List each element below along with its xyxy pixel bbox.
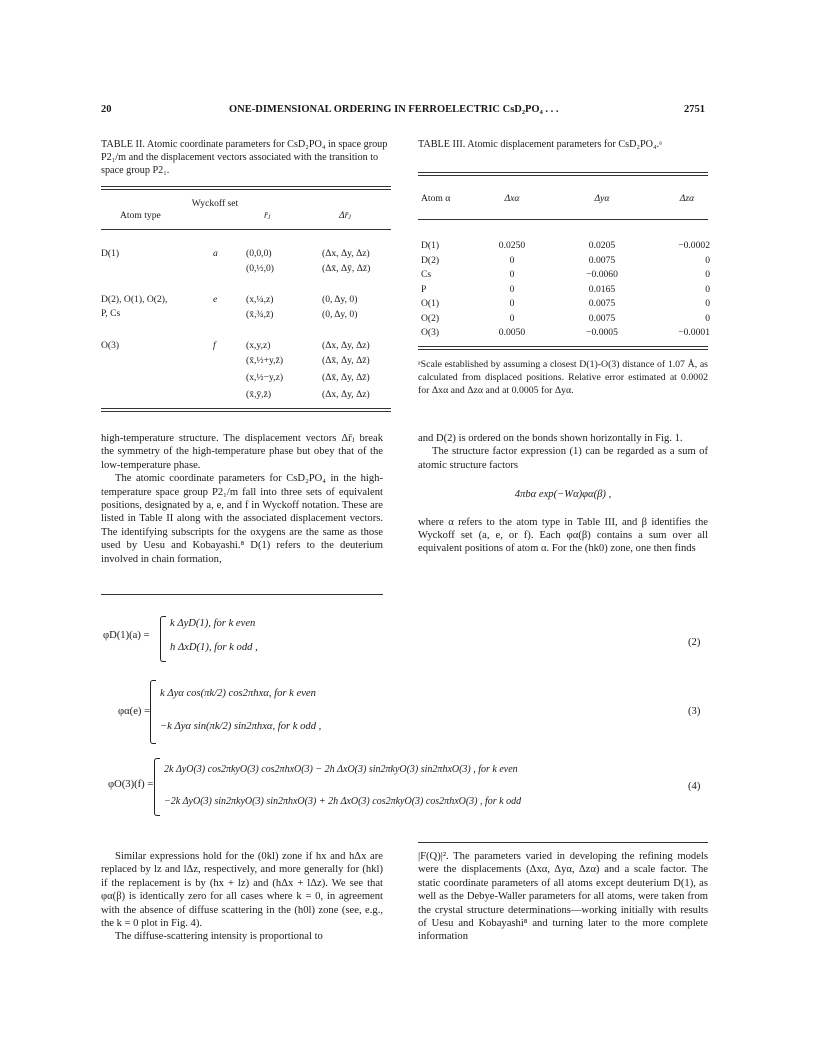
column-start-rule	[418, 842, 708, 843]
table2-r-cell: (x,y,z)	[246, 340, 271, 351]
paragraph: Similar expressions hold for the (0kl) zone if hx and hΔx are replaced by lz and lΔz, respectively, and more generally for (hkl) if the replacement is by (hx + lz) and (hΔx + lΔz). We see that φα(β) is identically zero for all cases where k = 0, in agreement with the absence of diffuse scattering in the (h0l) zone (see, e.g., the k = 0 plot in Fig. 4).	[101, 851, 383, 930]
body-right-bottom	[418, 850, 708, 944]
table2-rule-bottom2	[101, 411, 391, 412]
table3-value-cell: 0.0250	[498, 240, 526, 251]
table3-header-dz: Δzα	[679, 193, 695, 204]
table3-value-cell: 0	[509, 283, 515, 295]
table3-value-cell: 0	[705, 283, 710, 295]
equation-structure-factor: 4πbα exp(−Wα)φα(β) ,	[514, 489, 612, 501]
table2-r-cell: (x̄,¾,z̄)	[246, 309, 274, 320]
table2-rule-top	[101, 186, 391, 187]
table3-atom-cell: O(2)	[421, 312, 440, 324]
table3-atom-cell: D(1)	[421, 240, 440, 251]
paragraph: The atomic coordinate parameters for CsD₂PO₄ in the high-temperature space group P2₁/m fall into three sets of equivalent positions, designated by a, e, and f in Wyckoff notation. These are listed in Table II along with the associated displacement vectors. The identifying subscripts for the oxygens are the same as those used by Uesu and Kobayashi.⁸ D(1) refers to the deuterium involved in chain formation,	[101, 473, 383, 565]
table2-rule-top2	[101, 189, 391, 190]
eq3-line2: −k Δyα sin(πk/2) sin2πhxα, for k odd ,	[160, 721, 322, 732]
table3-footnote: ᵃScale established by assuming a closest D(1)-O(3) distance of 1.07 Å, as calculated from displaced positions. Relative error estimated at 0.0002 for Δxα and Δzα and at 0.0005 for Δyα.	[418, 359, 708, 396]
table2-r-cell: (x̄,ȳ,z̄)	[246, 389, 272, 400]
table2-dr-cell: (Δx̄, Δȳ, Δz̄)	[322, 263, 371, 274]
table3-atom-cell: P	[421, 283, 427, 295]
body-right-top	[418, 432, 708, 556]
table3-caption: TABLE III. Atomic displacement parameters for CsD₂PO₄.ᵃ	[418, 139, 662, 150]
table3-rule-header	[418, 219, 708, 220]
table3-rule-top2	[418, 175, 708, 176]
table3-value-cell: 0	[705, 298, 710, 309]
table2-set-e: e	[213, 294, 218, 305]
table3-header-atom: Atom α	[421, 193, 451, 204]
body-left-top	[101, 432, 383, 566]
table3-value-cell: 0	[509, 298, 515, 309]
table3-value-cell: 0.0205	[588, 240, 616, 251]
eq2-line1: k ΔyD(1), for k even	[170, 618, 256, 629]
table2-dr-cell: (Δx̄, Δy, Δz̄)	[322, 372, 370, 383]
table3-atom-cell: Cs	[421, 269, 432, 280]
table3-value-cell: 0.0075	[588, 254, 616, 266]
table2-header-dr: Δr̄ⱼ	[339, 210, 351, 221]
paragraph: The diffuse-scattering intensity is proportional to	[115, 931, 323, 943]
table3-atom-cell: D(2)	[421, 254, 440, 266]
eq3-brace	[150, 680, 156, 744]
eq4-lhs: φO(3)(f) =	[108, 779, 154, 790]
table2-dr-cell: (Δx̄, Δy, Δz̄)	[322, 355, 370, 366]
column-end-rule	[101, 594, 383, 595]
table3-rule-bottom	[418, 346, 708, 347]
eq3-line1: k Δyα cos(πk/2) cos2πhxα, for k even	[160, 688, 316, 699]
table3-value-cell: 0.0050	[498, 327, 526, 338]
table2-atom-group: D(2), O(1), O(2),	[101, 294, 168, 305]
table3-value-cell: 0	[705, 269, 710, 280]
paragraph: high-temperature structure. The displacement vectors Δr̄ⱼ break the symmetry of the high-temperature phase but obey that of the low-temperature phase.	[101, 433, 383, 471]
body-left-bottom	[101, 850, 383, 944]
table2-header-wyckoff: Wyckoff set	[191, 198, 239, 209]
eq2-lhs: φD(1)(a) =	[103, 630, 150, 641]
table3-rule-top	[418, 172, 708, 173]
table3-value-cell: 0	[705, 254, 710, 266]
page-number-left: 20	[101, 104, 112, 115]
eq3-lhs: φα(e) =	[118, 706, 151, 717]
paragraph: The structure factor expression (1) can be regarded as a sum of atomic structure factors	[418, 446, 708, 471]
paragraph: |F(Q)|². The parameters varied in developing the refining models were the displacements (Δxα, Δyα, Δzα) and a scale factor. The static coordinate parameters of all atoms except deuterium D(1), as well as the Debye-Waller parameters for all atoms, were taken from the crystal structure determinations—working initially with results of Uesu and Kobayashi⁸ and turning later to the more complete information	[418, 851, 708, 943]
eq2-brace	[160, 616, 166, 662]
table3-value-cell: 0.0075	[588, 312, 616, 324]
table3-value-cell: 0	[509, 254, 515, 266]
table2-caption: TABLE II. Atomic coordinate parameters for CsD₂PO₄ in space group P2₁/m and the displacement vectors associated with the transition to space group P2₁.	[101, 139, 388, 176]
table2-atom-o3: O(3)	[101, 340, 120, 351]
table2-set-a: a	[213, 248, 218, 259]
table3-atom-cell: O(1)	[421, 298, 440, 309]
table2-dr-cell: (0, Δy, 0)	[322, 294, 358, 305]
table2-r-cell: (x,¼,z)	[246, 294, 274, 305]
table2-rule-header	[101, 229, 391, 230]
eq4-line2: −2k ΔyO(3) sin2πkyO(3) sin2πhxO(3) + 2h ΔxO(3) cos2πkyO(3) cos2πhxO(3) , for k odd	[164, 796, 522, 807]
table3-value-cell: −0.0001	[678, 327, 710, 338]
eq2-number: (2)	[688, 637, 701, 648]
table3-value-cell: 0.0165	[588, 283, 616, 295]
table3-atom-cell: O(3)	[421, 327, 440, 338]
eq2-line2: h ΔxD(1), for k odd ,	[170, 642, 258, 653]
table3-value-cell: 0.0075	[588, 298, 616, 309]
paragraph: and D(2) is ordered on the bonds shown horizontally in Fig. 1.	[418, 433, 683, 444]
table2-atom-group-2: P, Cs	[101, 308, 121, 319]
table2-dr-cell: (Δx, Δy, Δz)	[322, 248, 370, 259]
table2-atom-d1: D(1)	[101, 248, 120, 259]
eq4-number: (4)	[688, 781, 701, 792]
table3-header-dx: Δxα	[504, 193, 520, 204]
table2-dr-cell: (0, Δy, 0)	[322, 309, 358, 320]
table3-value-cell: −0.0060	[586, 269, 618, 280]
table2-r-cell: (x̄,½+y,z̄)	[246, 355, 284, 366]
table2-set-f: f	[213, 340, 216, 351]
page-number-right: 2751	[684, 104, 705, 115]
running-title: ONE-DIMENSIONAL ORDERING IN FERROELECTRIC CsD₂PO₄ . . .	[229, 104, 559, 115]
table3-value-cell: 0	[509, 312, 515, 324]
table2-dr-cell: (Δx, Δy, Δz)	[322, 340, 370, 351]
table2-header-r: r̄ⱼ	[264, 210, 271, 221]
paragraph: where α refers to the atom type in Table III, and β identifies the Wyckoff set (a, e, or f). Each φα(β) contains a sum over all equivalent positions of atom α. For the (hk0) zone, one then finds	[418, 516, 708, 555]
eq3-number: (3)	[688, 706, 701, 717]
table3-value-cell: −0.0002	[678, 240, 710, 251]
eq4-line1: 2k ΔyO(3) cos2πkyO(3) cos2πhxO(3) − 2h ΔxO(3) sin2πkyO(3) sin2πhxO(3) , for k even	[164, 764, 518, 775]
table3-value-cell: 0	[509, 269, 515, 280]
table2-header-atom: Atom type	[120, 210, 161, 221]
eq4-brace	[154, 758, 160, 816]
table2-dr-cell: (Δx, Δy, Δz)	[322, 389, 370, 400]
table2-r-cell: (0,0,0)	[246, 248, 272, 259]
table3-header-dy: Δyα	[594, 193, 610, 204]
table3-rule-bottom2	[418, 349, 708, 350]
table3-value-cell: 0	[705, 312, 710, 324]
table2-r-cell: (0,½,0)	[246, 263, 274, 274]
table3-value-cell: −0.0005	[586, 327, 618, 338]
table2-rule-bottom	[101, 408, 391, 409]
table2-r-cell: (x,½−y,z)	[246, 372, 284, 383]
